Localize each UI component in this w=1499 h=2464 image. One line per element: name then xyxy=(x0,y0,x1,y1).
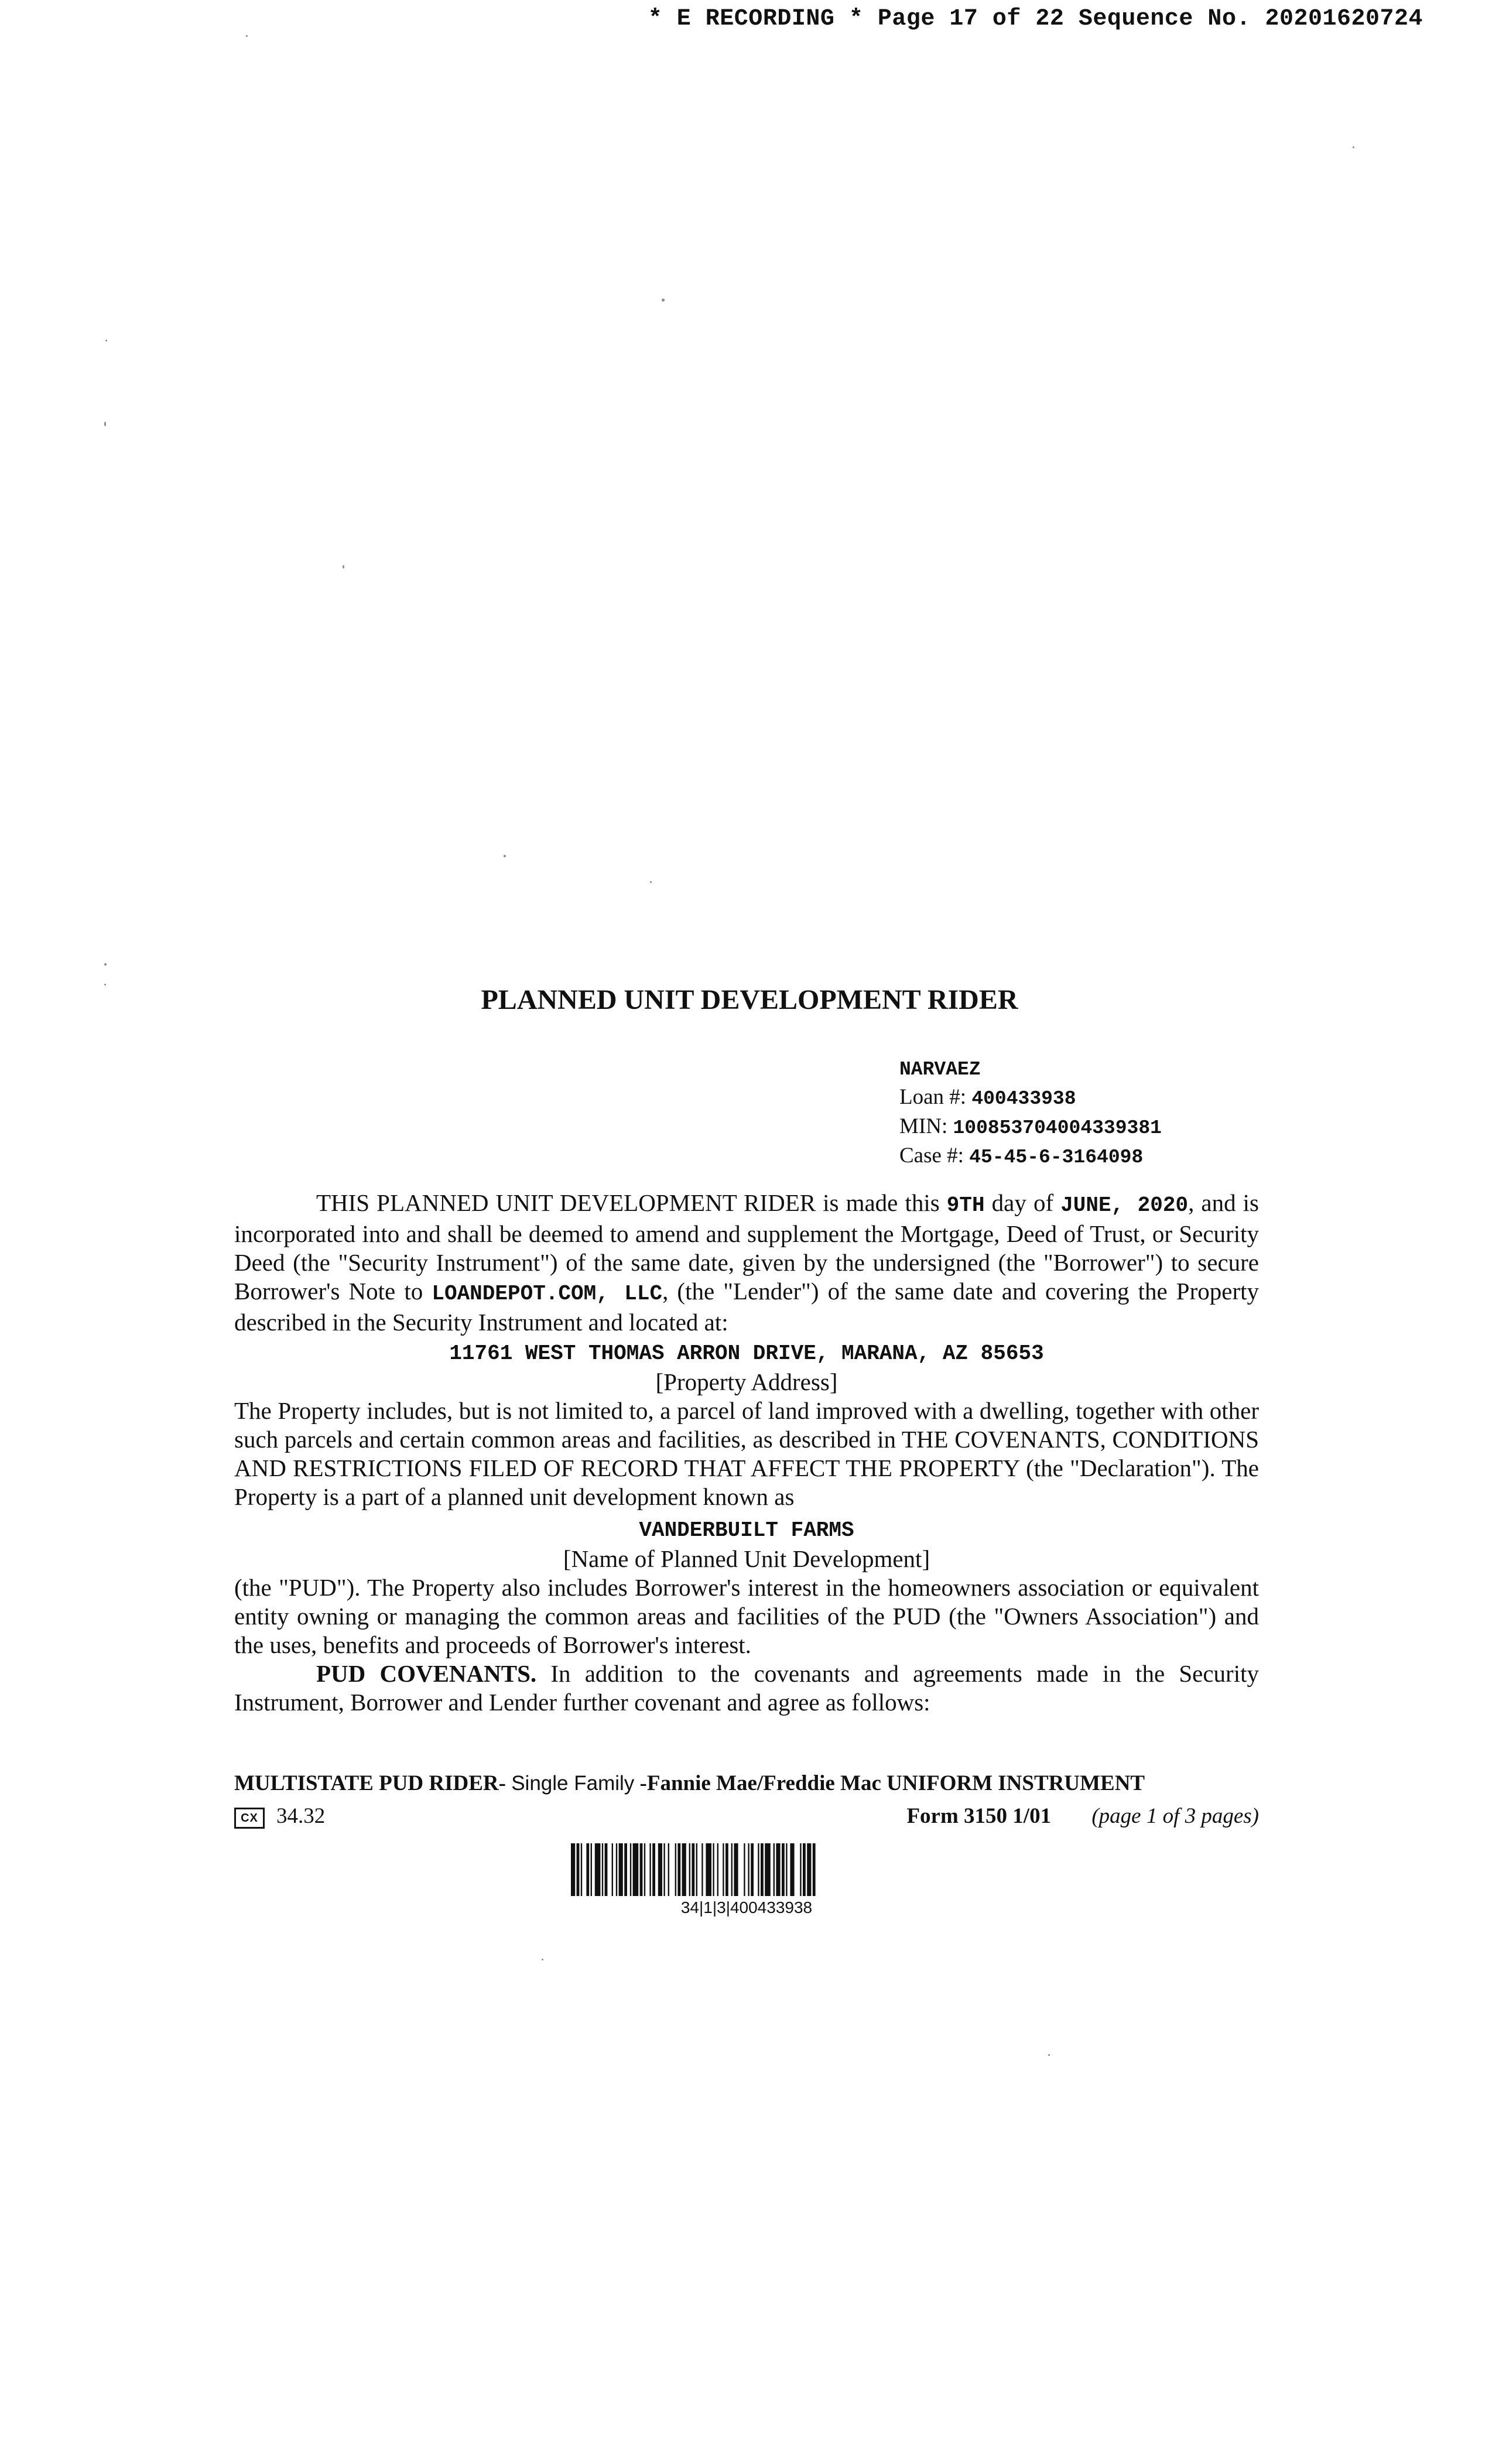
borrower-name: NARVAEZ xyxy=(899,1059,981,1080)
barcode-bar xyxy=(751,1843,754,1896)
barcode-bar xyxy=(790,1843,794,1896)
rider-body xyxy=(234,1189,1259,1717)
page-info: (page 1 of 3 pages) xyxy=(1091,1804,1259,1828)
barcode-bar xyxy=(692,1843,694,1896)
scan-speck xyxy=(246,35,248,37)
barcode-bar xyxy=(776,1843,780,1896)
scan-speck xyxy=(650,881,652,883)
barcode-bar xyxy=(807,1843,811,1896)
barcode-bar xyxy=(701,1843,703,1896)
barcode-bar xyxy=(602,1843,603,1896)
scan-speck xyxy=(542,1959,543,1960)
barcode-bar xyxy=(786,1843,787,1896)
barcode-bar xyxy=(731,1843,733,1896)
barcode-bar xyxy=(761,1843,764,1896)
barcode-bar xyxy=(663,1843,665,1896)
barcode-bar xyxy=(649,1843,651,1896)
barcode-bar xyxy=(713,1843,714,1896)
barcode-bar xyxy=(633,1843,639,1896)
intro-text-d: , (the "Lender") of the same date and covering the Property described in the Security Instrument and located at: xyxy=(234,1278,1259,1336)
barcode-bar xyxy=(586,1843,589,1896)
barcode-bar xyxy=(758,1843,759,1896)
covenants-text: In addition to the covenants and agreements made in the Security Instrument, Borrower and Lender further covenant and agree as follows: xyxy=(234,1660,1259,1716)
scan-speck xyxy=(504,855,506,857)
min-label: MIN: xyxy=(899,1114,948,1138)
form-logo-icon: CX xyxy=(234,1808,265,1829)
scan-speck xyxy=(1353,146,1354,148)
barcode-bar xyxy=(706,1843,711,1896)
barcode-bar xyxy=(577,1843,580,1896)
barcode-bar xyxy=(677,1843,680,1896)
form-title-footer xyxy=(234,1771,1259,1796)
footer-uniform-instrument: -Fannie Mae/Freddie Mac UNIFORM INSTRUMENT xyxy=(639,1771,1145,1795)
scan-speck xyxy=(104,422,106,426)
barcode-bar xyxy=(581,1843,582,1896)
barcode-bar xyxy=(619,1843,623,1896)
barcode-bar xyxy=(668,1843,669,1896)
pud-name: VANDERBUILT FARMS xyxy=(639,1518,854,1542)
loan-info-block xyxy=(899,1054,1162,1171)
scan-speck xyxy=(104,984,106,985)
barcode-bar xyxy=(813,1843,816,1896)
scan-speck xyxy=(662,299,665,302)
pud-name-caption: [Name of Planned Unit Development] xyxy=(563,1545,930,1572)
barcode-bar xyxy=(803,1843,806,1896)
barcode-bar xyxy=(571,1843,575,1896)
barcode-bar xyxy=(591,1843,592,1896)
loan-label: Loan #: xyxy=(899,1085,967,1109)
covenants-paragraph xyxy=(234,1659,1259,1717)
barcode-bar xyxy=(658,1843,662,1896)
scan-speck xyxy=(1048,2054,1050,2056)
barcode-bar xyxy=(605,1843,608,1896)
barcode-bar xyxy=(682,1843,686,1896)
barcode-text: 34|1|3|400433938 xyxy=(680,1898,813,1917)
footer-single-family: Single Family xyxy=(511,1772,635,1795)
barcode-bar xyxy=(723,1843,724,1896)
barcode-bar xyxy=(765,1843,771,1896)
min-number: 100853704004339381 xyxy=(953,1117,1162,1139)
recording-header: * E RECORDING * Page 17 of 22 Sequence No. 20201620724 xyxy=(648,6,1423,32)
barcode-bar xyxy=(800,1843,801,1896)
scan-speck xyxy=(105,340,107,341)
barcode-bar xyxy=(612,1843,613,1896)
scan-speck xyxy=(104,963,107,966)
barcode-bar xyxy=(717,1843,718,1896)
rider-month-year: JUNE, 2020 xyxy=(1060,1193,1189,1217)
barcode-bar xyxy=(734,1843,738,1896)
barcode-bar xyxy=(782,1843,785,1896)
barcode-bar xyxy=(616,1843,617,1896)
loan-number: 400433938 xyxy=(971,1088,1076,1110)
intro-paragraph xyxy=(234,1189,1259,1337)
property-address: 11761 WEST THOMAS ARRON DRIVE, MARANA, AZ 85653 xyxy=(449,1341,1044,1366)
pud-paragraph: (the "PUD"). The Property also includes Borrower's interest in the homeowners association or equivalent entity owning or managing the common areas and facilities of the PUD (the "Owners Association") and the uses, benefits and proceeds of Borrower's interest. xyxy=(234,1574,1259,1658)
case-label: Case #: xyxy=(899,1144,964,1168)
barcode-bar xyxy=(624,1843,627,1896)
footer-rider-title: MULTISTATE PUD RIDER- xyxy=(234,1771,506,1795)
barcode-icon xyxy=(571,1843,922,1896)
barcode-bar xyxy=(689,1843,690,1896)
scan-speck xyxy=(343,565,344,569)
barcode-bar xyxy=(675,1843,676,1896)
barcode-bar xyxy=(630,1843,631,1896)
case-number: 45-45-6-3164098 xyxy=(969,1147,1144,1168)
barcode-bar xyxy=(725,1843,728,1896)
intro-text-a: THIS PLANNED UNIT DEVELOPMENT RIDER is made this xyxy=(316,1189,940,1216)
barcode-bar xyxy=(652,1843,655,1896)
page-title: PLANNED UNIT DEVELOPMENT RIDER xyxy=(481,984,1018,1015)
rider-day: 9TH xyxy=(946,1193,985,1217)
form-code: 34.32 xyxy=(276,1804,326,1828)
barcode-bar xyxy=(774,1843,775,1896)
barcode-bar xyxy=(644,1843,645,1896)
intro-text-b: day of xyxy=(991,1189,1054,1216)
property-paragraph: The Property includes, but is not limited to, a parcel of land improved with a dwelling, together with other such parcels and certain common areas and facilities, as described in THE COVENANTS, CONDITIONS AND RESTRICTIONS FILED OF RECORD THAT AFFECT THE PROPERTY (the "Declaration"). The Property is a part of a planned unit development known as xyxy=(234,1397,1259,1510)
barcode-bar xyxy=(595,1843,601,1896)
barcode-bar xyxy=(640,1843,643,1896)
form-info-footer xyxy=(234,1803,1259,1833)
property-address-caption: [Property Address] xyxy=(655,1368,838,1395)
barcode-bar xyxy=(744,1843,745,1896)
form-number: Form 3150 1/01 xyxy=(906,1804,1052,1828)
lender-name: LOANDEPOT.COM, LLC xyxy=(432,1282,663,1306)
covenants-heading: PUD COVENANTS. xyxy=(316,1660,537,1687)
intro-text-c: , and is incorporated into and shall be deemed to amend and supplement the Mortgage, Deed of Trust, or Security Deed (the "Security Instrument") of the same date, given by the undersigned (the "Borrower") to secure Borrower's Note to xyxy=(234,1189,1260,1305)
barcode-bar xyxy=(748,1843,749,1896)
barcode-bar xyxy=(696,1843,697,1896)
